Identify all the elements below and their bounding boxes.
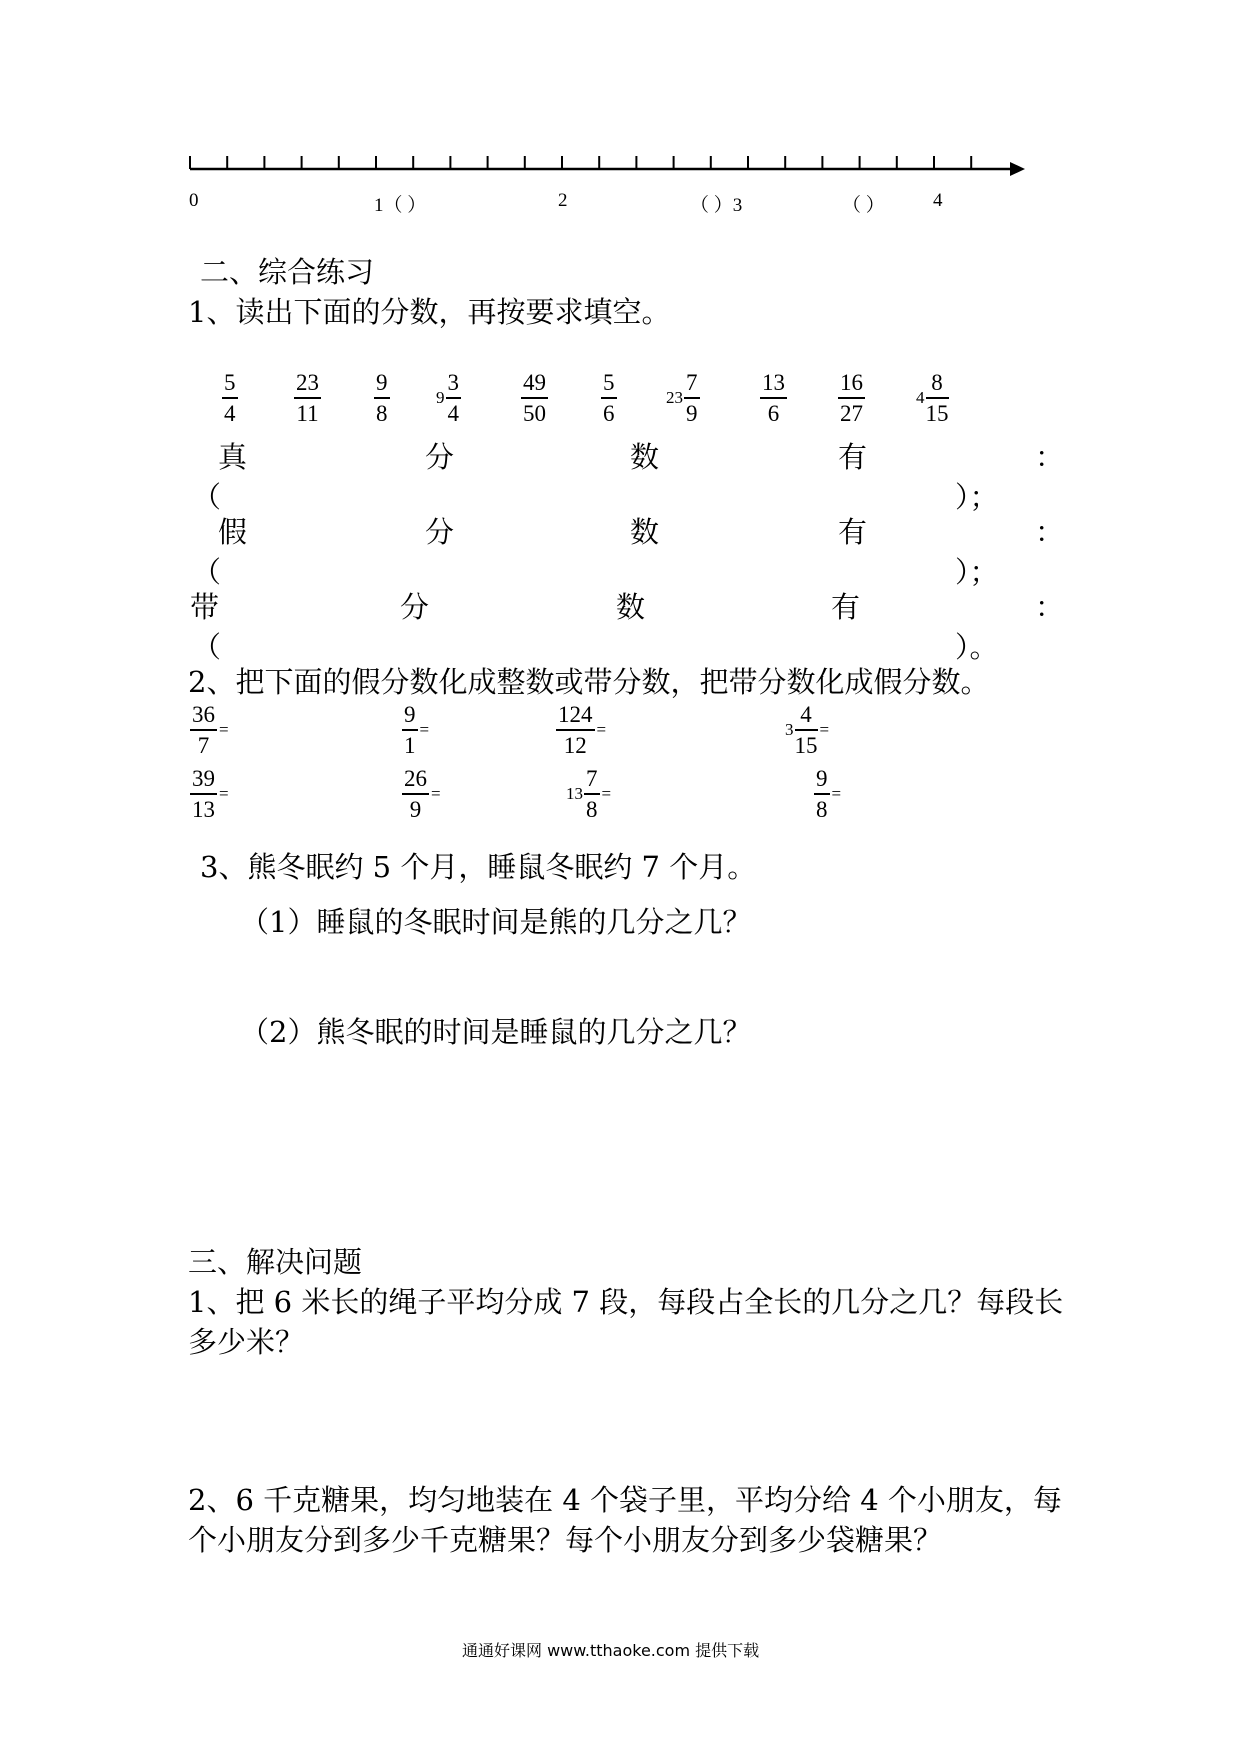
answer-close-paren: ）。 [955, 630, 999, 664]
fill-colon: ： [1035, 515, 1065, 549]
fill-word: 真 [218, 440, 248, 474]
problem-1-line-2: 多少米？ [188, 1325, 305, 1359]
conversion-item: $\frac{39}{13}$ = [192, 766, 229, 822]
footer-credit: 通通好课网 www.tthaoke.com 提供下载 [462, 1641, 760, 1660]
fraction: 23 11 [296, 370, 319, 426]
problem-1-line-1: 1、把 6 米长的绳子平均分成 7 段，每段占全长的几分之几？每段长 [188, 1285, 1064, 1319]
fill-word: 有 [838, 515, 868, 549]
fill-word: 有 [831, 590, 861, 624]
conversion-item: $\frac{26}{9}$ = [404, 766, 441, 822]
tick-label-2: 2 [558, 190, 568, 211]
section-2-title: 二、综合练习 [200, 255, 375, 289]
tick-label-0: 0 [189, 190, 199, 211]
fill-word: 带 [190, 590, 220, 624]
section-3-title: 三、解决问题 [188, 1245, 363, 1279]
problem-2-line-2: 个小朋友分到多少千克糖果？每个小朋友分到多少袋糖果？ [188, 1523, 943, 1557]
fraction: 9 8 [376, 370, 388, 426]
answer-open-paren: （ [192, 630, 222, 664]
question-3-part-2: （2）熊冬眠的时间是睡鼠的几分之几？ [240, 1015, 752, 1049]
mixed-number: 9 $\frac{3}{4}$ [436, 370, 459, 426]
mixed-number: 4 $\frac{8}{15}$ [916, 370, 949, 426]
tick-label-4: （ ） [842, 195, 885, 216]
conversion-item: $\frac{9}{8}$ = [816, 766, 842, 822]
fill-word: 数 [630, 515, 660, 549]
conversion-item: $\frac{124}{12}$ = [558, 702, 607, 758]
conversion-item: $\frac{36}{7}$ = [192, 702, 229, 758]
fraction: 49 50 [523, 370, 546, 426]
question-1: 1、读出下面的分数，再按要求填空。 [188, 295, 671, 329]
tick-label-3: （ ）3 [690, 195, 743, 216]
conversion-item: 13 $\frac{7}{8}$ = [566, 766, 612, 822]
fill-word: 分 [400, 590, 430, 624]
question-3: 3、熊冬眠约 5 个月，睡鼠冬眠约 7 个月。 [200, 850, 757, 884]
fill-word: 数 [630, 440, 660, 474]
fraction: 5 4 [224, 370, 236, 426]
fill-word: 数 [616, 590, 646, 624]
answer-close-paren: ）； [955, 555, 999, 589]
question-3-part-1: （1）睡鼠的冬眠时间是熊的几分之几？ [240, 905, 752, 939]
answer-open-paren: （ [192, 555, 222, 589]
fill-word: 分 [425, 440, 455, 474]
fraction: 13 6 [762, 370, 785, 426]
fill-word: 分 [425, 515, 455, 549]
question-2: 2、把下面的假分数化成整数或带分数，把带分数化成假分数。 [188, 665, 990, 699]
fraction: 16 27 [840, 370, 863, 426]
fill-colon: ： [1035, 590, 1065, 624]
tick-label-5: 4 [933, 190, 943, 211]
number-line [180, 145, 1030, 185]
fill-word: 假 [218, 515, 248, 549]
fraction: 5 6 [603, 370, 615, 426]
conversion-item: $\frac{9}{1}$ = [404, 702, 430, 758]
fill-word: 有 [838, 440, 868, 474]
fill-colon: ： [1035, 440, 1065, 474]
conversion-item: 3 $\frac{4}{15}$ = [785, 702, 830, 758]
mixed-number: 23 $\frac{7}{9}$ [666, 370, 698, 426]
answer-close-paren: ）； [955, 480, 999, 514]
problem-2-line-1: 2、6 千克糖果，均匀地装在 4 个袋子里，平均分给 4 个小朋友，每 [188, 1483, 1062, 1517]
answer-open-paren: （ [192, 480, 222, 514]
tick-label-1: 1（ ） [374, 195, 427, 216]
